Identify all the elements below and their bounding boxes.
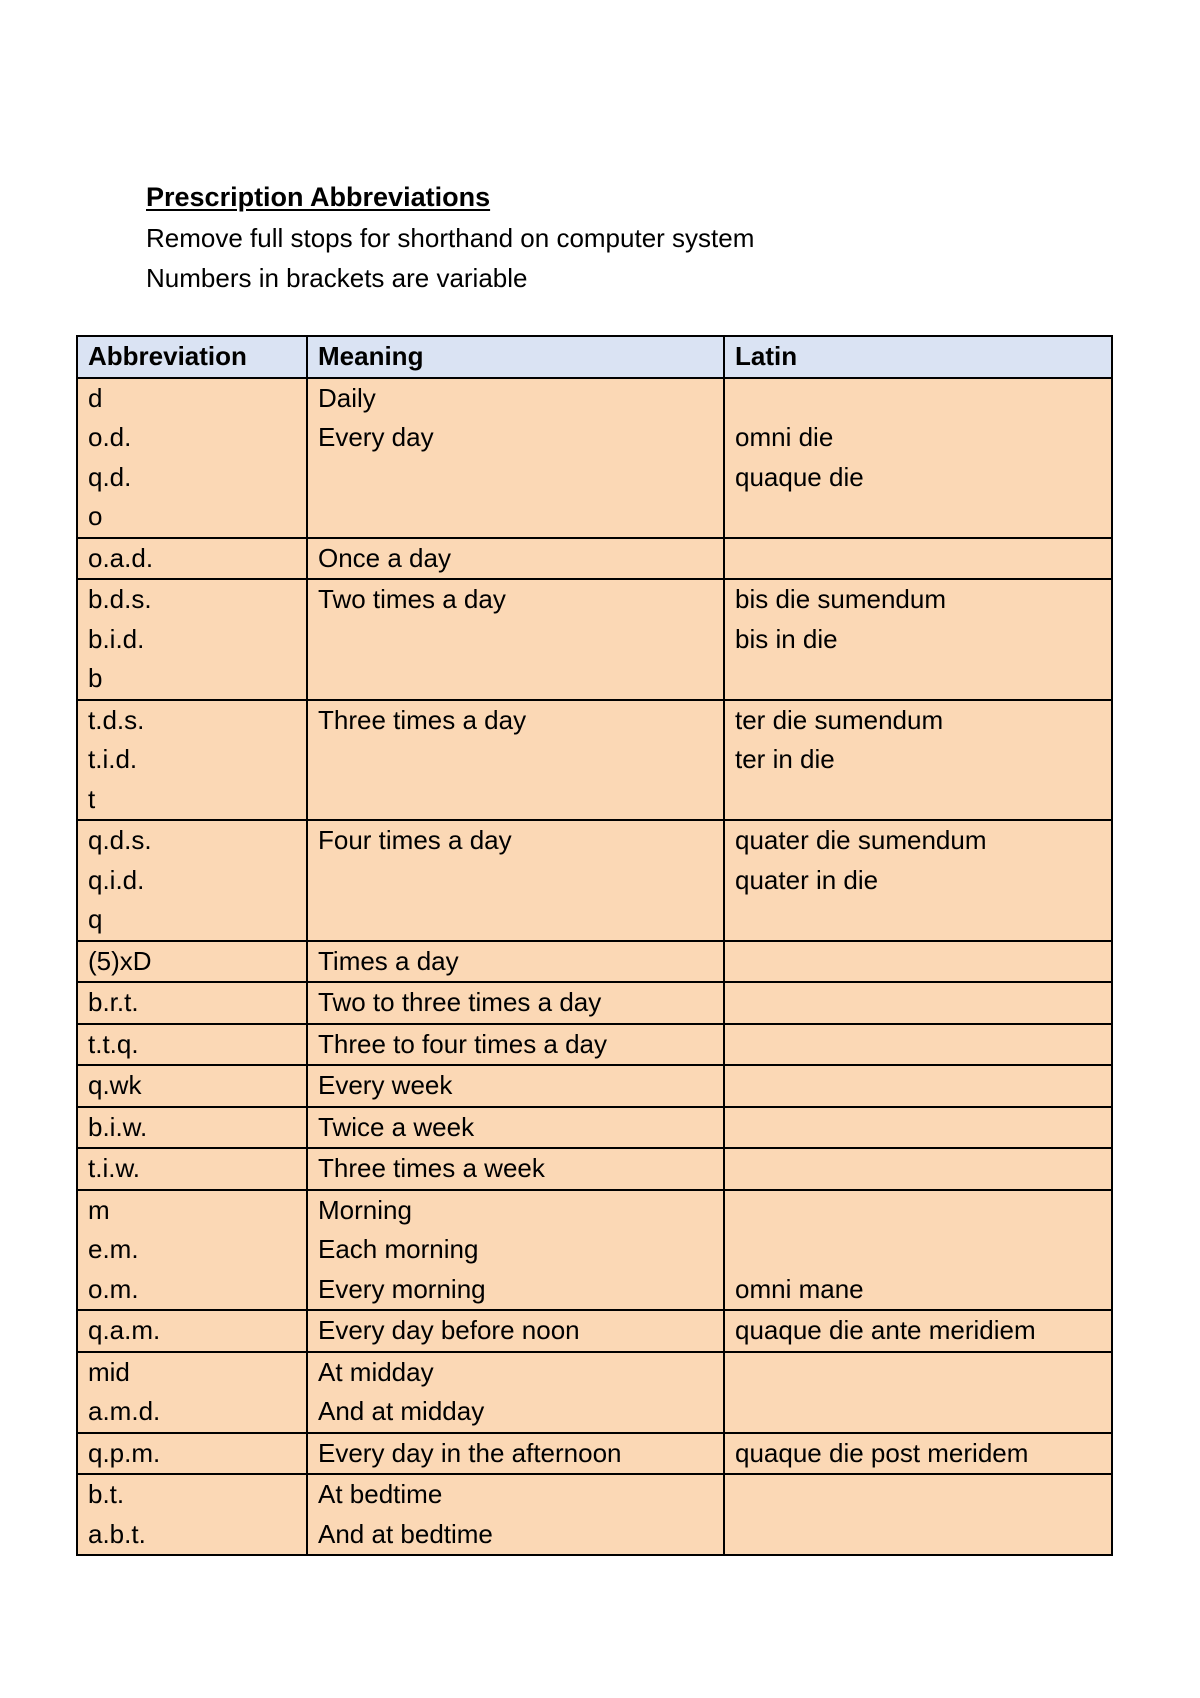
abbreviation-cell-line: a.m.d. — [88, 1396, 161, 1426]
abbreviation-cell — [77, 1474, 307, 1555]
latin-cell-line — [735, 539, 1101, 579]
table-body — [77, 378, 1112, 1556]
abbreviation-cell-line: o.m. — [88, 1273, 139, 1304]
latin-cell — [724, 820, 1112, 941]
abbreviation-cell-line: q — [88, 904, 103, 934]
meaning-cell — [307, 1352, 724, 1433]
meaning-cell-line: And at midday — [318, 1396, 485, 1426]
latin-cell-line — [735, 379, 1101, 419]
latin-cell-line: quaque die ante meridiem — [735, 1315, 1036, 1345]
abbreviation-cell-line: q.i.d. — [88, 864, 145, 895]
meaning-cell-line: Morning — [318, 1194, 412, 1225]
meaning-cell-line: And at bedtime — [318, 1518, 493, 1549]
abbreviation-cell — [77, 941, 307, 983]
document-heading — [146, 178, 1046, 298]
table-row — [77, 538, 1112, 580]
document-title: Prescription Abbreviations — [146, 182, 491, 212]
meaning-cell-line — [318, 659, 713, 699]
latin-cell-line: omni die — [735, 422, 834, 452]
latin-cell-line: quater in die — [735, 864, 879, 895]
table-row — [77, 982, 1112, 1024]
meaning-cell-line: Three to four times a day — [318, 1028, 608, 1059]
abbreviation-cell-line: t.d.s. — [88, 704, 145, 735]
table-row — [77, 579, 1112, 700]
abbreviation-cell-line: q.d.s. — [88, 825, 152, 855]
meaning-cell-line — [318, 497, 713, 537]
abbreviation-cell — [77, 982, 307, 1024]
latin-cell — [724, 579, 1112, 700]
meaning-cell-line: Four times a day — [318, 825, 512, 855]
latin-cell — [724, 378, 1112, 538]
abbreviation-cell-line: b.i.w. — [88, 1111, 148, 1142]
abbreviation-cell-line: q.a.m. — [88, 1315, 161, 1345]
meaning-cell-line: Two to three times a day — [318, 987, 602, 1017]
meaning-cell-line: Every day in the afternoon — [318, 1437, 622, 1468]
latin-cell — [724, 1433, 1112, 1475]
meaning-cell-line — [318, 458, 713, 498]
abbreviation-cell-line: b.t. — [88, 1479, 125, 1509]
latin-cell-line — [735, 1191, 1101, 1231]
abbreviation-cell-line: b.r.t. — [88, 987, 139, 1017]
abbreviation-cell-line: t.i.w. — [88, 1153, 141, 1183]
latin-cell-line — [735, 780, 1101, 820]
meaning-cell — [307, 1107, 724, 1149]
meaning-cell-line: Every day — [318, 422, 434, 452]
abbreviation-cell — [77, 378, 307, 538]
meaning-cell — [307, 1065, 724, 1107]
latin-cell-line — [735, 983, 1101, 1023]
meaning-cell-line: Every week — [318, 1070, 453, 1100]
meaning-cell-line: Times a day — [318, 945, 459, 976]
table-row — [77, 1310, 1112, 1352]
table-row — [77, 1065, 1112, 1107]
table-header-row — [77, 336, 1112, 378]
meaning-cell-line — [318, 900, 713, 940]
latin-cell-line — [735, 942, 1101, 982]
latin-cell-line: bis die sumendum — [735, 584, 946, 614]
meaning-cell — [307, 1024, 724, 1066]
meaning-cell — [307, 579, 724, 700]
table-row — [77, 941, 1112, 983]
latin-cell-line — [735, 1230, 1101, 1270]
abbreviation-cell — [77, 700, 307, 821]
column-header-meaning: Meaning — [307, 336, 724, 378]
meaning-cell-line: Twice a week — [318, 1111, 475, 1142]
latin-cell — [724, 1190, 1112, 1311]
latin-cell-line — [735, 1515, 1101, 1555]
meaning-cell — [307, 1474, 724, 1555]
abbreviation-cell — [77, 820, 307, 941]
meaning-cell-line: Three times a day — [318, 704, 527, 735]
latin-cell — [724, 1352, 1112, 1433]
meaning-cell — [307, 982, 724, 1024]
meaning-cell — [307, 700, 724, 821]
meaning-cell — [307, 1433, 724, 1475]
meaning-cell-line: Three times a week — [318, 1153, 545, 1183]
meaning-cell-line — [318, 620, 713, 660]
meaning-cell-line — [318, 861, 713, 901]
abbreviation-cell-line: b.d.s. — [88, 584, 152, 614]
latin-cell — [724, 538, 1112, 580]
latin-cell-line: quaque die post meridem — [735, 1437, 1029, 1468]
meaning-cell — [307, 820, 724, 941]
abbreviation-cell — [77, 1433, 307, 1475]
abbreviation-cell-line: b.i.d. — [88, 623, 145, 654]
table-row — [77, 700, 1112, 821]
latin-cell — [724, 1310, 1112, 1352]
table-row — [77, 378, 1112, 538]
meaning-cell-line: At bedtime — [318, 1479, 443, 1509]
latin-cell-line — [735, 1108, 1101, 1148]
latin-cell — [724, 1148, 1112, 1190]
abbreviation-cell-line: q.d. — [88, 461, 132, 492]
latin-cell-line — [735, 1149, 1101, 1189]
abbreviation-cell — [77, 1024, 307, 1066]
abbreviation-cell-line: o — [88, 501, 103, 531]
abbreviation-cell-line: a.b.t. — [88, 1518, 146, 1549]
latin-cell-line — [735, 1025, 1101, 1065]
meaning-cell — [307, 1148, 724, 1190]
meaning-cell-line: Two times a day — [318, 584, 506, 614]
meaning-cell-line: At midday — [318, 1356, 434, 1387]
abbreviation-cell-line: o.a.d. — [88, 542, 154, 573]
latin-cell-line: bis in die — [735, 623, 838, 654]
latin-cell-line: ter die sumendum — [735, 704, 944, 735]
abbreviation-cell — [77, 1310, 307, 1352]
abbreviations-table — [76, 335, 1113, 1556]
latin-cell — [724, 1474, 1112, 1555]
instruction-line: Remove full stops for shorthand on computer system — [146, 223, 755, 253]
table-row — [77, 1148, 1112, 1190]
latin-cell — [724, 1024, 1112, 1066]
latin-cell-line — [735, 1066, 1101, 1106]
abbreviation-cell-line: d — [88, 382, 103, 413]
table-row — [77, 820, 1112, 941]
latin-cell-line — [735, 900, 1101, 940]
abbreviation-cell-line: t — [88, 783, 96, 814]
latin-cell — [724, 700, 1112, 821]
latin-cell — [724, 1065, 1112, 1107]
meaning-cell-line: Daily — [318, 382, 376, 413]
abbreviation-cell-line: (5)xD — [88, 945, 152, 976]
abbreviation-cell-line: q.wk — [88, 1070, 142, 1100]
abbreviation-cell-line: m — [88, 1194, 110, 1225]
latin-cell-line: omni mane — [735, 1273, 864, 1304]
latin-cell-line: quaque die — [735, 461, 864, 492]
latin-cell — [724, 1107, 1112, 1149]
latin-cell — [724, 982, 1112, 1024]
abbreviation-cell-line: o.d. — [88, 422, 132, 452]
abbreviation-cell-line: b — [88, 663, 103, 693]
meaning-cell-line — [318, 780, 713, 820]
abbreviation-cell — [77, 1352, 307, 1433]
latin-cell-line — [735, 497, 1101, 537]
abbreviation-cell-line: e.m. — [88, 1234, 139, 1264]
meaning-cell-line: Every day before noon — [318, 1315, 580, 1345]
meaning-cell — [307, 538, 724, 580]
latin-cell-line — [735, 1392, 1101, 1432]
latin-cell — [724, 941, 1112, 983]
column-header-abbreviation: Abbreviation — [77, 336, 307, 378]
abbreviation-cell — [77, 1107, 307, 1149]
meaning-cell — [307, 941, 724, 983]
abbreviation-cell — [77, 538, 307, 580]
meaning-cell-line: Every morning — [318, 1273, 486, 1304]
table-row — [77, 1024, 1112, 1066]
latin-cell-line — [735, 1353, 1101, 1393]
abbreviation-cell-line: q.p.m. — [88, 1437, 161, 1468]
latin-cell-line: ter in die — [735, 744, 835, 774]
meaning-cell-line: Once a day — [318, 542, 451, 573]
meaning-cell — [307, 1310, 724, 1352]
table-row — [77, 1190, 1112, 1311]
meaning-cell — [307, 378, 724, 538]
abbreviation-cell — [77, 1065, 307, 1107]
table-row — [77, 1474, 1112, 1555]
meaning-cell-line — [318, 740, 713, 780]
latin-cell-line — [735, 659, 1101, 699]
abbreviation-cell — [77, 579, 307, 700]
instruction-line: Numbers in brackets are variable — [146, 263, 528, 293]
meaning-cell-line: Each morning — [318, 1234, 479, 1264]
abbreviation-cell-line: t.t.q. — [88, 1028, 139, 1059]
abbreviation-cell — [77, 1190, 307, 1311]
table-row — [77, 1352, 1112, 1433]
latin-cell-line: quater die sumendum — [735, 825, 987, 855]
table-row — [77, 1433, 1112, 1475]
meaning-cell — [307, 1190, 724, 1311]
column-header-latin: Latin — [724, 336, 1112, 378]
table-row — [77, 1107, 1112, 1149]
abbreviation-cell-line: t.i.d. — [88, 744, 138, 774]
abbreviation-cell-line: mid — [88, 1356, 130, 1387]
abbreviation-cell — [77, 1148, 307, 1190]
latin-cell-line — [735, 1475, 1101, 1515]
